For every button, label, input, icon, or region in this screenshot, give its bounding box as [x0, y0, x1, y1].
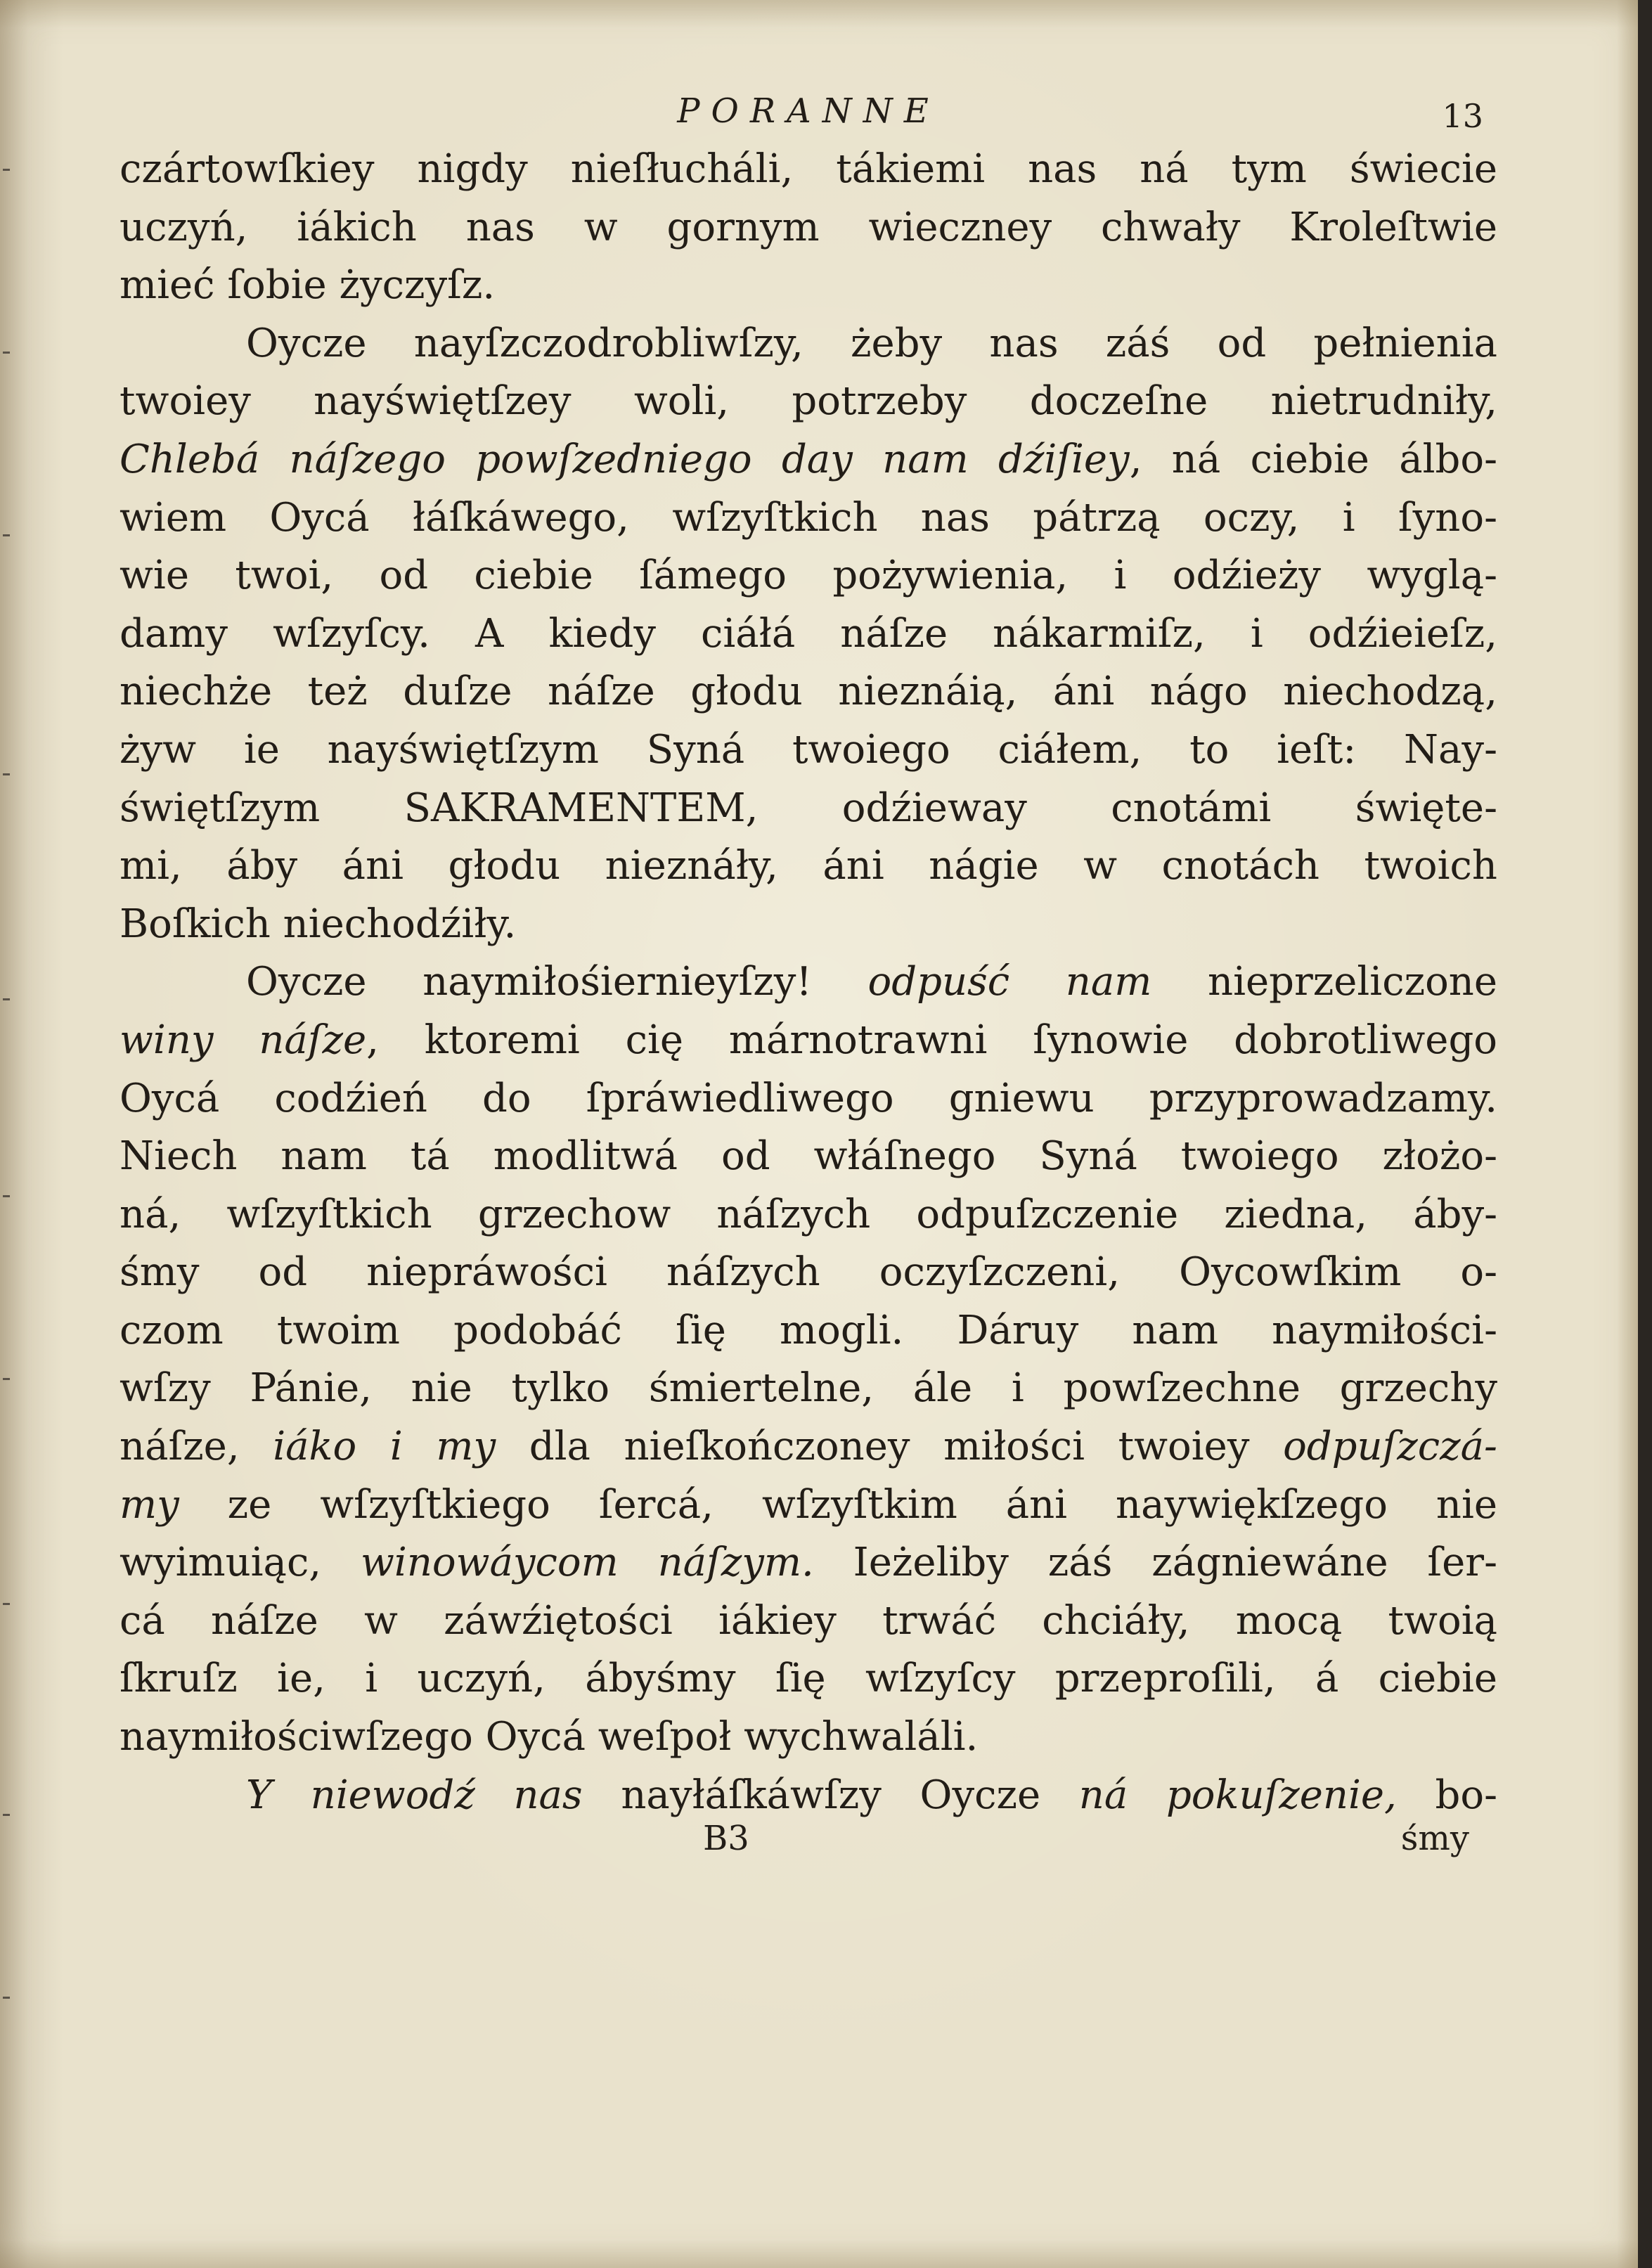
text-line: cá náſze w záwźiętości iákiey trwáć chciáły, mocą twoią — [120, 1597, 1497, 1644]
signature-mark: B3 — [703, 1819, 749, 1859]
page-footer — [120, 1819, 1497, 1868]
text-line: náſze, iáko i my dla nieſkończoney miłości twoiey odpuſzczá- — [120, 1424, 1497, 1470]
text-line: uczyń, iákich nas w gornym wieczney chwały Kroleſtwie — [120, 204, 1497, 250]
text-line: Niech nam tá modlitwá od włáſnego Syná twoiego złożo- — [120, 1133, 1497, 1180]
text-line: Oycá codźień do ſpráwiedliwego gniewu przyprowadzamy. — [120, 1075, 1497, 1121]
edge-marks — [3, 141, 17, 2179]
text-line: winy náſze, ktoremi cię márnotrawni ſynowie dobrotliwego — [120, 1017, 1497, 1063]
text-line: naymiłościwſzego Oycá weſpoł wychwaláli. — [120, 1714, 979, 1760]
text-line: ſkruſz ie, i uczyń, ábyśmy ſię wſzyſcy przeproſili, á ciebie — [120, 1656, 1497, 1702]
running-head — [120, 91, 1497, 141]
text-line: czártowſkiey nigdy nieſłucháli, tákiemi nas ná tym świecie — [120, 146, 1497, 192]
text-line: ná, wſzyſtkich grzechow náſzych odpuſzczenie ziedna, áby- — [120, 1191, 1497, 1237]
text-line: my ze wſzyſtkiego ſercá, wſzyſtkim áni naywiękſzego nie — [120, 1481, 1497, 1528]
text-line: żyw ie nayświętſzym Syná twoiego ciáłem, to ieſt: Nay- — [120, 726, 1497, 773]
text-line: wiem Oycá łáſkáwego, wſzyſtkich nas pátrzą oczy, i ſyno- — [120, 494, 1497, 541]
text-line: Y niewodź nas nayłáſkáwſzy Oycze ná pokuſzenie, bo- — [246, 1772, 1497, 1818]
text-line: Boſkich niechodźiły. — [120, 901, 517, 947]
text-line: damy wſzyſcy. A kiedy ciáłá náſze nákarmiſz, i odźieieſz, — [120, 610, 1497, 657]
text-line: niechże też duſze náſze głodu nieznáią, áni nágo niechodzą, — [120, 669, 1497, 715]
text-line: wie twoi, od ciebie ſámego pożywienia, i odźieży wyglą- — [120, 553, 1497, 599]
text-line: Oycze nayſzczodrobliwſzy, żeby nas záś od pełnienia — [246, 320, 1497, 366]
page-number: 13 — [1442, 97, 1483, 135]
text-line: wſzy Pánie, nie tylko śmiertelne, ále i powſzechne grzechy — [120, 1365, 1497, 1412]
text-line: mieć ſobie życzyſz. — [120, 262, 496, 309]
running-title: PORANNE — [677, 91, 940, 131]
text-line: Oycze naymiłośiernieyſzy! odpuść nam nieprzeliczone — [246, 959, 1497, 1005]
text-line: śmy od niepráwości náſzych oczyſzczeni, Oycowſkim o- — [120, 1249, 1497, 1296]
text-line: mi, áby áni głodu nieznáły, áni nágie w cnotách twoich — [120, 843, 1497, 889]
text-lines — [120, 141, 1497, 1824]
text-line: czom twoim podobáć ſię mogli. Dáruy nam naymiłości- — [120, 1307, 1497, 1353]
text-line: wyimuiąc, winowáycom náſzym. Ieżeliby záś zágniewáne ſer- — [120, 1540, 1497, 1586]
text-line: twoiey nayświętſzey woli, potrzeby doczeſne nietrudniły, — [120, 378, 1497, 425]
text-line: świętſzym SAKRAMENTEM, odźieway cnotámi święte- — [120, 785, 1497, 831]
text-line: Chlebá náſzego powſzedniego day nam dźiſiey, ná ciebie álbo- — [120, 436, 1497, 482]
catchword: śmy — [1400, 1819, 1469, 1859]
text-block — [120, 91, 1497, 1868]
